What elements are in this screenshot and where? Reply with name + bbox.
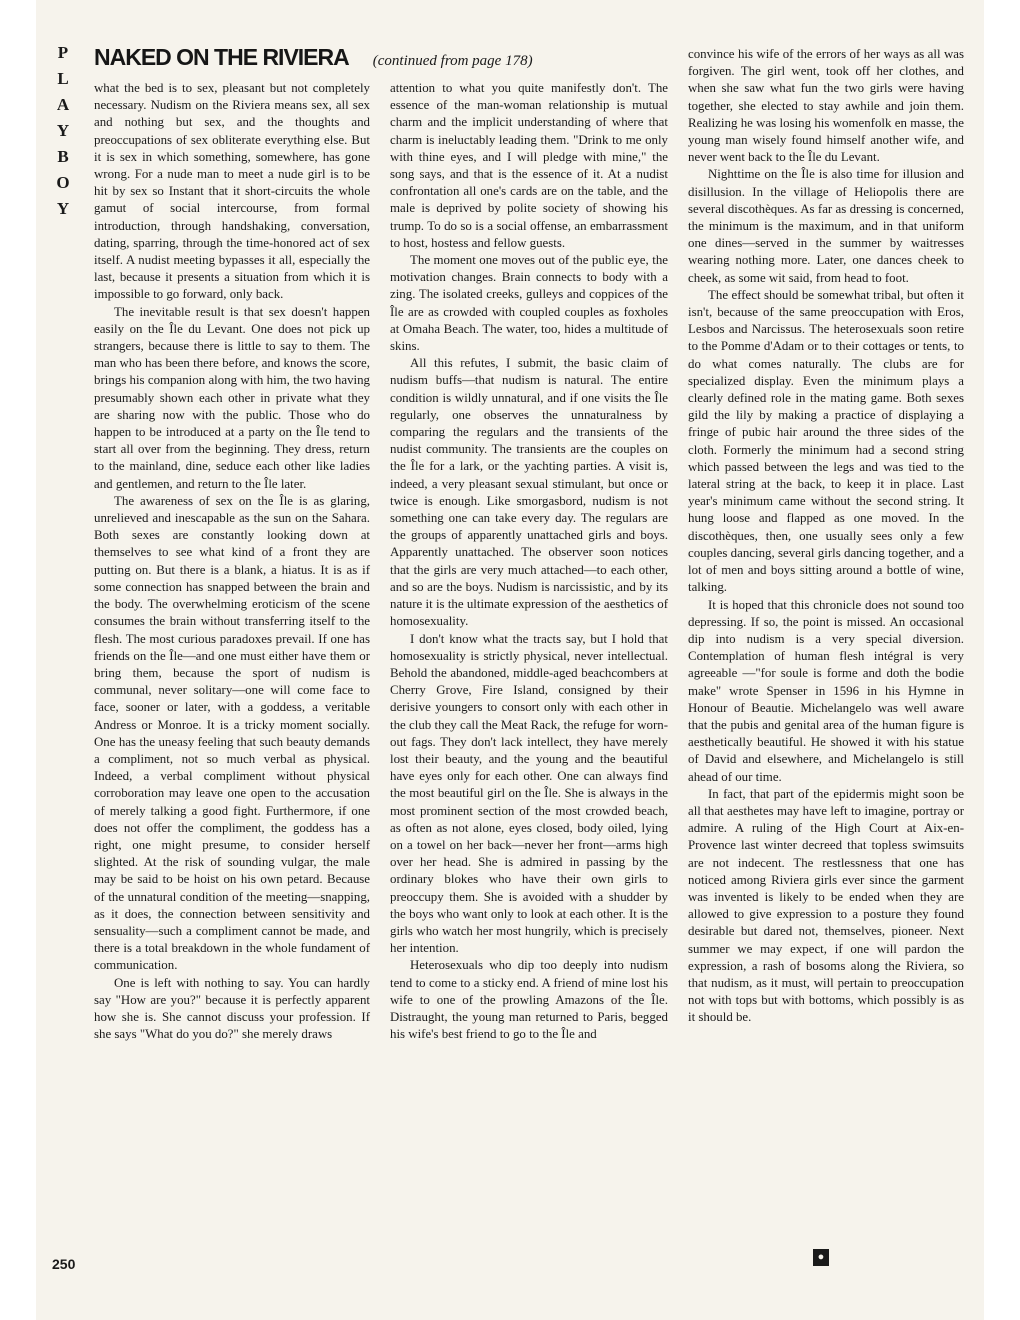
- paragraph: The awareness of sex on the Île is as glaring, unrelieved and inescapable as the sun on the Sahara. Both sexes are constantly looking down at themselves to see what kind of a front they are putting on. But there is a blank, a hiatus. It is as if some connection has snapped between the brain and the body. The overwhelming eroticism of the scene consumes the brain without transferring itself to the flesh. The most curious paradoxes prevail. If one has friends on the Île—and one must either have them or bring them, because the sport of nudism is communal, never solitary—one will come face to face, sooner or later, with a goddess, a veritable Andress or Monroe. It is a tricky moment socially. One has the uneasy feeling that such beauty demands a compliment, not so much verbal as physical. Indeed, a verbal compliment without physical corroboration may leave one open to the accusation of merely talking a good fight. Furthermore, if one does not offer the compliment, the goddess has a right, one might presume, to consider herself slighted. At the risk of sounding vulgar, the male may be said to be hoist on his own petard. Because of the unnatural condition of the meeting—snapping, as it does, the connection between sensitivity and sensuality—such a compliment cannot be made, and there is a total breakdown in the whole fundament of communication.: [94, 493, 370, 973]
- paragraph: All this refutes, I submit, the basic claim of nudism buffs—that nudism is natural. The entire condition is wildly unnatural, and if one visits the Île regularly, one observes the unnaturalness by comparing the regulars and the transients of the nudist community. The transients are the couples on the Île for a lark, or the yachting parties. A visit is, indeed, a very pleasant sexual stimulant, but once or twice is enough. Like smorgasbord, nudism is not something one can take every day. The regulars are the groups of apparently unattached girls and boys. Apparently unattached. The observer soon notices that the girls are very much attached—to each other, and so are the boys. Nudism is narcissistic, and by its nature it is the ultimate expression of the aesthetics of homosexuality.: [390, 356, 668, 629]
- paragraph: The inevitable result is that sex doesn't happen easily on the Île du Levant. One does not pick up strangers, because there is little to say to them. The man who has been there before, and knows the score, brings his companion along with him, the two having presumably shown each other in private what they are sharing now with the public. Those who do happen to be introduced at a party on the Île tend to start all over from the beginning. They dress, return to the mainland, dine, seduce each other like ladies and gentlemen, and return to the Île later.: [94, 304, 370, 491]
- paragraph: It is hoped that this chronicle does not sound too depressing. If so, the point is missed. An occasional dip into nudism is a very special diversion. Contemplation of human flesh intégral is very agreeable —"for soule is forme and doth the bodie make" wrote Spenser in 1596 in his Hymne in Honour of Beautie. Michelangelo was well aware that the pubis and genital area of the human figure is aesthetically beautiful. He showed it with his statue of David and elsewhere, and Michelangelo is still ahead of our time.: [688, 597, 964, 784]
- paragraph: The effect should be somewhat tribal, but often it isn't, because of the same preoccupation with Eros, Lesbos and Narcissus. The heterosexuals soon retire to the Pomme d'Adam or to their cottages or tents, to do what comes naturally. The clubs are for specialized display. Even the minimum plays a clearly defined role in the mating game. Both sexes gild the lily by making a practice of displaying a fringe of pubic hair around the three sides of the cloth. Formerly the minimum had a second string which passed between the legs and was tied to the lateral string at the back, to keep it in place. Last year's minimum came without the second string. It hung loose and flapped as one moved. In the discothèques, then, one usually sees only a few couples dancing, several girls dancing together, and a lot of men and boys sitting around a bottle of wine, talking.: [688, 287, 964, 595]
- masthead-letter: Y: [56, 121, 70, 140]
- paragraph: convince his wife of the errors of her ways as all was forgiven. The girl went, took off her clothes, and when she saw what fun the two girls were having together, she elected to stay awhile and join them. Realizing he was losing his womenfolk en masse, the young man wisely found himself another wife, and never went back to the Île du Levant.: [688, 47, 964, 165]
- article-headline: [94, 44, 533, 71]
- rabbit-head-icon: ●: [813, 1249, 829, 1266]
- paragraph: Heterosexuals who dip too deeply into nudism tend to come to a sticky end. A friend of mine lost his wife to one of the prowling Amazons of the Île. Distraught, the young man returned to Paris, begged his wife's best friend to go to the Île and: [390, 958, 668, 1042]
- paragraph: In fact, that part of the epidermis might soon be all that aesthetes may have left to imagine, portray or admire. A ruling of the High Court at Aix-en-Provence last winter decreed that topless swimsuits are not indecent. The restlessness that one has noticed among Riviera girls ever since the garment was invented is likely to be ended when they are allowed to give expression to a posture they found desirable but dared not, themselves, pioneer. Next summer we may expect, if one will pardon the expression, a rash of bosoms along the Riviera, so that nudism, as it must, will pertain to preoccupation not with tops but with bottoms, which possibly is as it should be.: [688, 786, 964, 1025]
- page-number: 250: [52, 1256, 76, 1272]
- paragraph: what the bed is to sex, pleasant but not completely necessary. Nudism on the Riviera means sex, all sex and nothing but sex, and the thoughts and preoccupations of sex obliterate everything else. But it is sex in which something, somewhere, has gone wrong. For a nude man to meet a nude girl is to be hit by sex so Instant that it short-circuits the whole gamut of social intercourse, from formal introduction, through handshaking, conversation, dating, sparring, through the time-honored act of sex itself. A nudist meeting bypasses it all, especially the last, because it presents a situation from which it is impossible to go forward, only back.: [94, 81, 370, 302]
- article-title: NAKED ON THE RIVIERA: [94, 44, 349, 70]
- masthead-vertical: [52, 40, 74, 222]
- paragraph: attention to what you quite manifestly don't. The essence of the man-woman relationship is mutual charm and the implicit understanding of where that charm is ineluctably leading them. "Drink to me only with thine eyes, and I will pledge with mine," the song says, and that is the essence of it. At a nudist confrontation all one's cards are on the table, and the male is deprived by polite society of showing his trump. To do so is a social offense, an embarrassment to host, hostess and fellow guests.: [390, 81, 668, 250]
- paragraph: I don't know what the tracts say, but I hold that homosexuality is strictly physical, never intellectual. Behold the abandoned, middle-aged beachcombers at Cherry Grove, Fire Island, consigned by their derisive youngers to consort only with each other in the club they call the Meat Rack, the refuge for worn-out fags. They don't lack intellect, they have merely lost their beauty, and the young and the beautiful have eyes only for each other. One can always find the most beautiful girl on the Île. She is always in the most prominent section of the most crowded beach, as often as not alone, eyes closed, body oiled, lying on a towel on her back—never her front—arms high over her head. She is admired in passing by the ordinary blokes who have their own girls to preoccupy them. She is avoided with a shudder by the boys who want only to look at each other. It is the girls who watch her most hungrily, which is precisely her intention.: [390, 631, 668, 956]
- paragraph: The moment one moves out of the public eye, the motivation changes. Brain connects to body with a zing. The isolated creeks, gulleys and coppices of the Île are as crowded with coupled couples as foxholes at Omaha Beach. The water, too, hides a multitude of skins.: [390, 253, 668, 354]
- text-column-2: [390, 80, 668, 1043]
- masthead-letter: A: [56, 95, 70, 114]
- paragraph: One is left with nothing to say. You can hardly say "How are you?" because it is perfectly apparent how she is. She cannot discuss your profession. If she says "What do you do?" she merely draws: [94, 975, 370, 1042]
- masthead-letter: O: [56, 173, 70, 192]
- continuation-note: (continued from page 178): [372, 53, 533, 69]
- masthead-letter: P: [57, 43, 69, 62]
- masthead-letter: L: [57, 69, 69, 88]
- masthead-letter: Y: [56, 199, 70, 218]
- masthead-letter: B: [57, 147, 69, 166]
- text-column-1: [94, 80, 370, 1043]
- text-column-3: [688, 46, 964, 1027]
- paragraph: Nighttime on the Île is also time for illusion and disillusion. In the village of Heliopolis there are several discothèques. As far as dressing is concerned, the minimum is the maximum, and in that uniform one dines—served in the summer by waitresses wearing nothing more. Later, one dances cheek to cheek, as some wit said, from head to foot.: [688, 167, 964, 285]
